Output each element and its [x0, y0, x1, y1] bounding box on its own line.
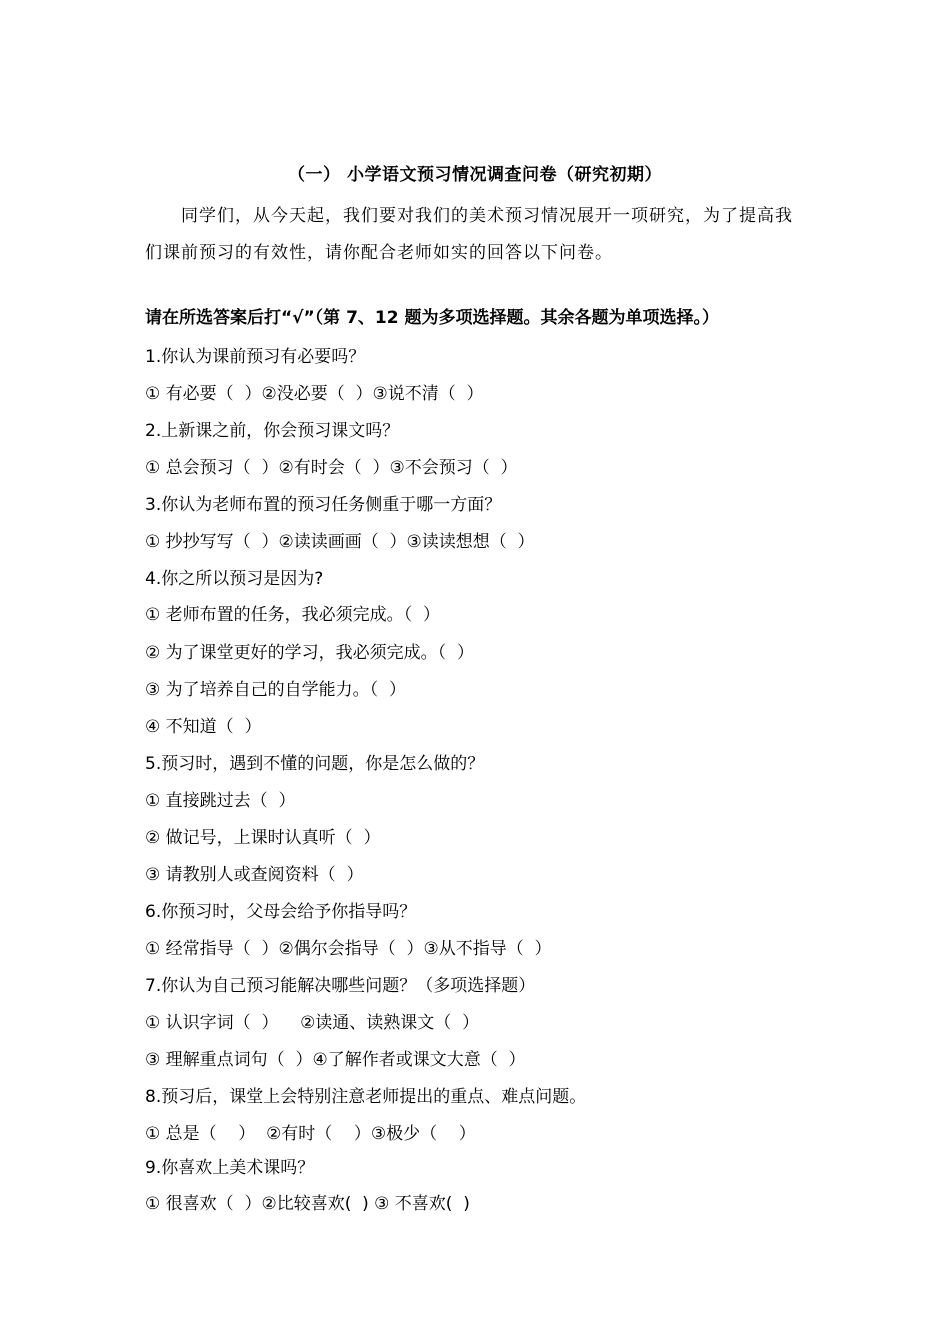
option-4-3: ③ 为了培养自己的自学能力。（ ）	[145, 680, 406, 700]
option-4-2: ② 为了课堂更好的学习，我必须完成。（ ）	[145, 643, 474, 663]
options-1: ① 有必要（ ）②没必要（ ）③说不清（ ）	[145, 384, 484, 404]
option-4-1: ① 老师布置的任务，我必须完成。（ ）	[145, 605, 440, 625]
intro-paragraph: 同学们，从今天起，我们要对我们的美术预习情况展开一项研究，为了提高我们课前预习的有效性，请你配合老师如实的回答以下问卷。	[145, 206, 793, 263]
instruction-line: 请在所选答案后打“√”（第 7、12 题为多项选择题。其余各题为单项选择。）	[145, 308, 720, 328]
question-2: 2.上新课之前，你会预习课文吗？	[145, 421, 400, 441]
options-2: ① 总会预习（ ）②有时会（ ）③不会预习（ ）	[145, 458, 518, 478]
question-4: 4.你之所以预习是因为?	[145, 569, 324, 589]
question-9: 9.你喜欢上美术课吗？	[145, 1158, 315, 1178]
options-7-b: ③ 理解重点词句（ ）④了解作者或课文大意（ ）	[145, 1050, 526, 1070]
survey-title: （一） 小学语文预习情况调查问卷（研究初期）	[288, 165, 662, 185]
question-7: 7.你认为自己预习能解决哪些问题？（多项选择题）	[145, 976, 536, 996]
question-5: 5.预习时，遇到不懂的问题，你是怎么做的？	[145, 754, 485, 774]
options-7-a: ① 认识字词（ ） ②读通、读熟课文（ ）	[145, 1013, 480, 1033]
option-4-4: ④ 不知道（ ）	[145, 717, 262, 737]
option-5-2: ② 做记号，上课时认真听（ ）	[145, 828, 381, 848]
question-1: 1.你认为课前预习有必要吗？	[145, 347, 366, 367]
question-8: 8.预习后，课堂上会特别注意老师提出的重点、难点问题。	[145, 1087, 587, 1107]
question-6: 6.你预习时，父母会给予你指导吗？	[145, 902, 417, 922]
option-5-1: ① 直接跳过去（ ）	[145, 791, 296, 811]
options-6: ① 经常指导（ ）②偶尔会指导（ ）③从不指导（ ）	[145, 939, 552, 959]
options-9: ① 很喜欢（ ）②比较喜欢( ) ③ 不喜欢( )	[145, 1194, 470, 1214]
options-8: ① 总是（ ） ②有时（ ）③极少（ ）	[145, 1124, 476, 1144]
option-5-3: ③ 请教别人或查阅资料（ ）	[145, 865, 364, 885]
options-3: ① 抄抄写写（ ）②读读画画（ ）③读读想想（ ）	[145, 532, 535, 552]
question-3: 3.你认为老师布置的预习任务侧重于哪一方面？	[145, 495, 502, 515]
